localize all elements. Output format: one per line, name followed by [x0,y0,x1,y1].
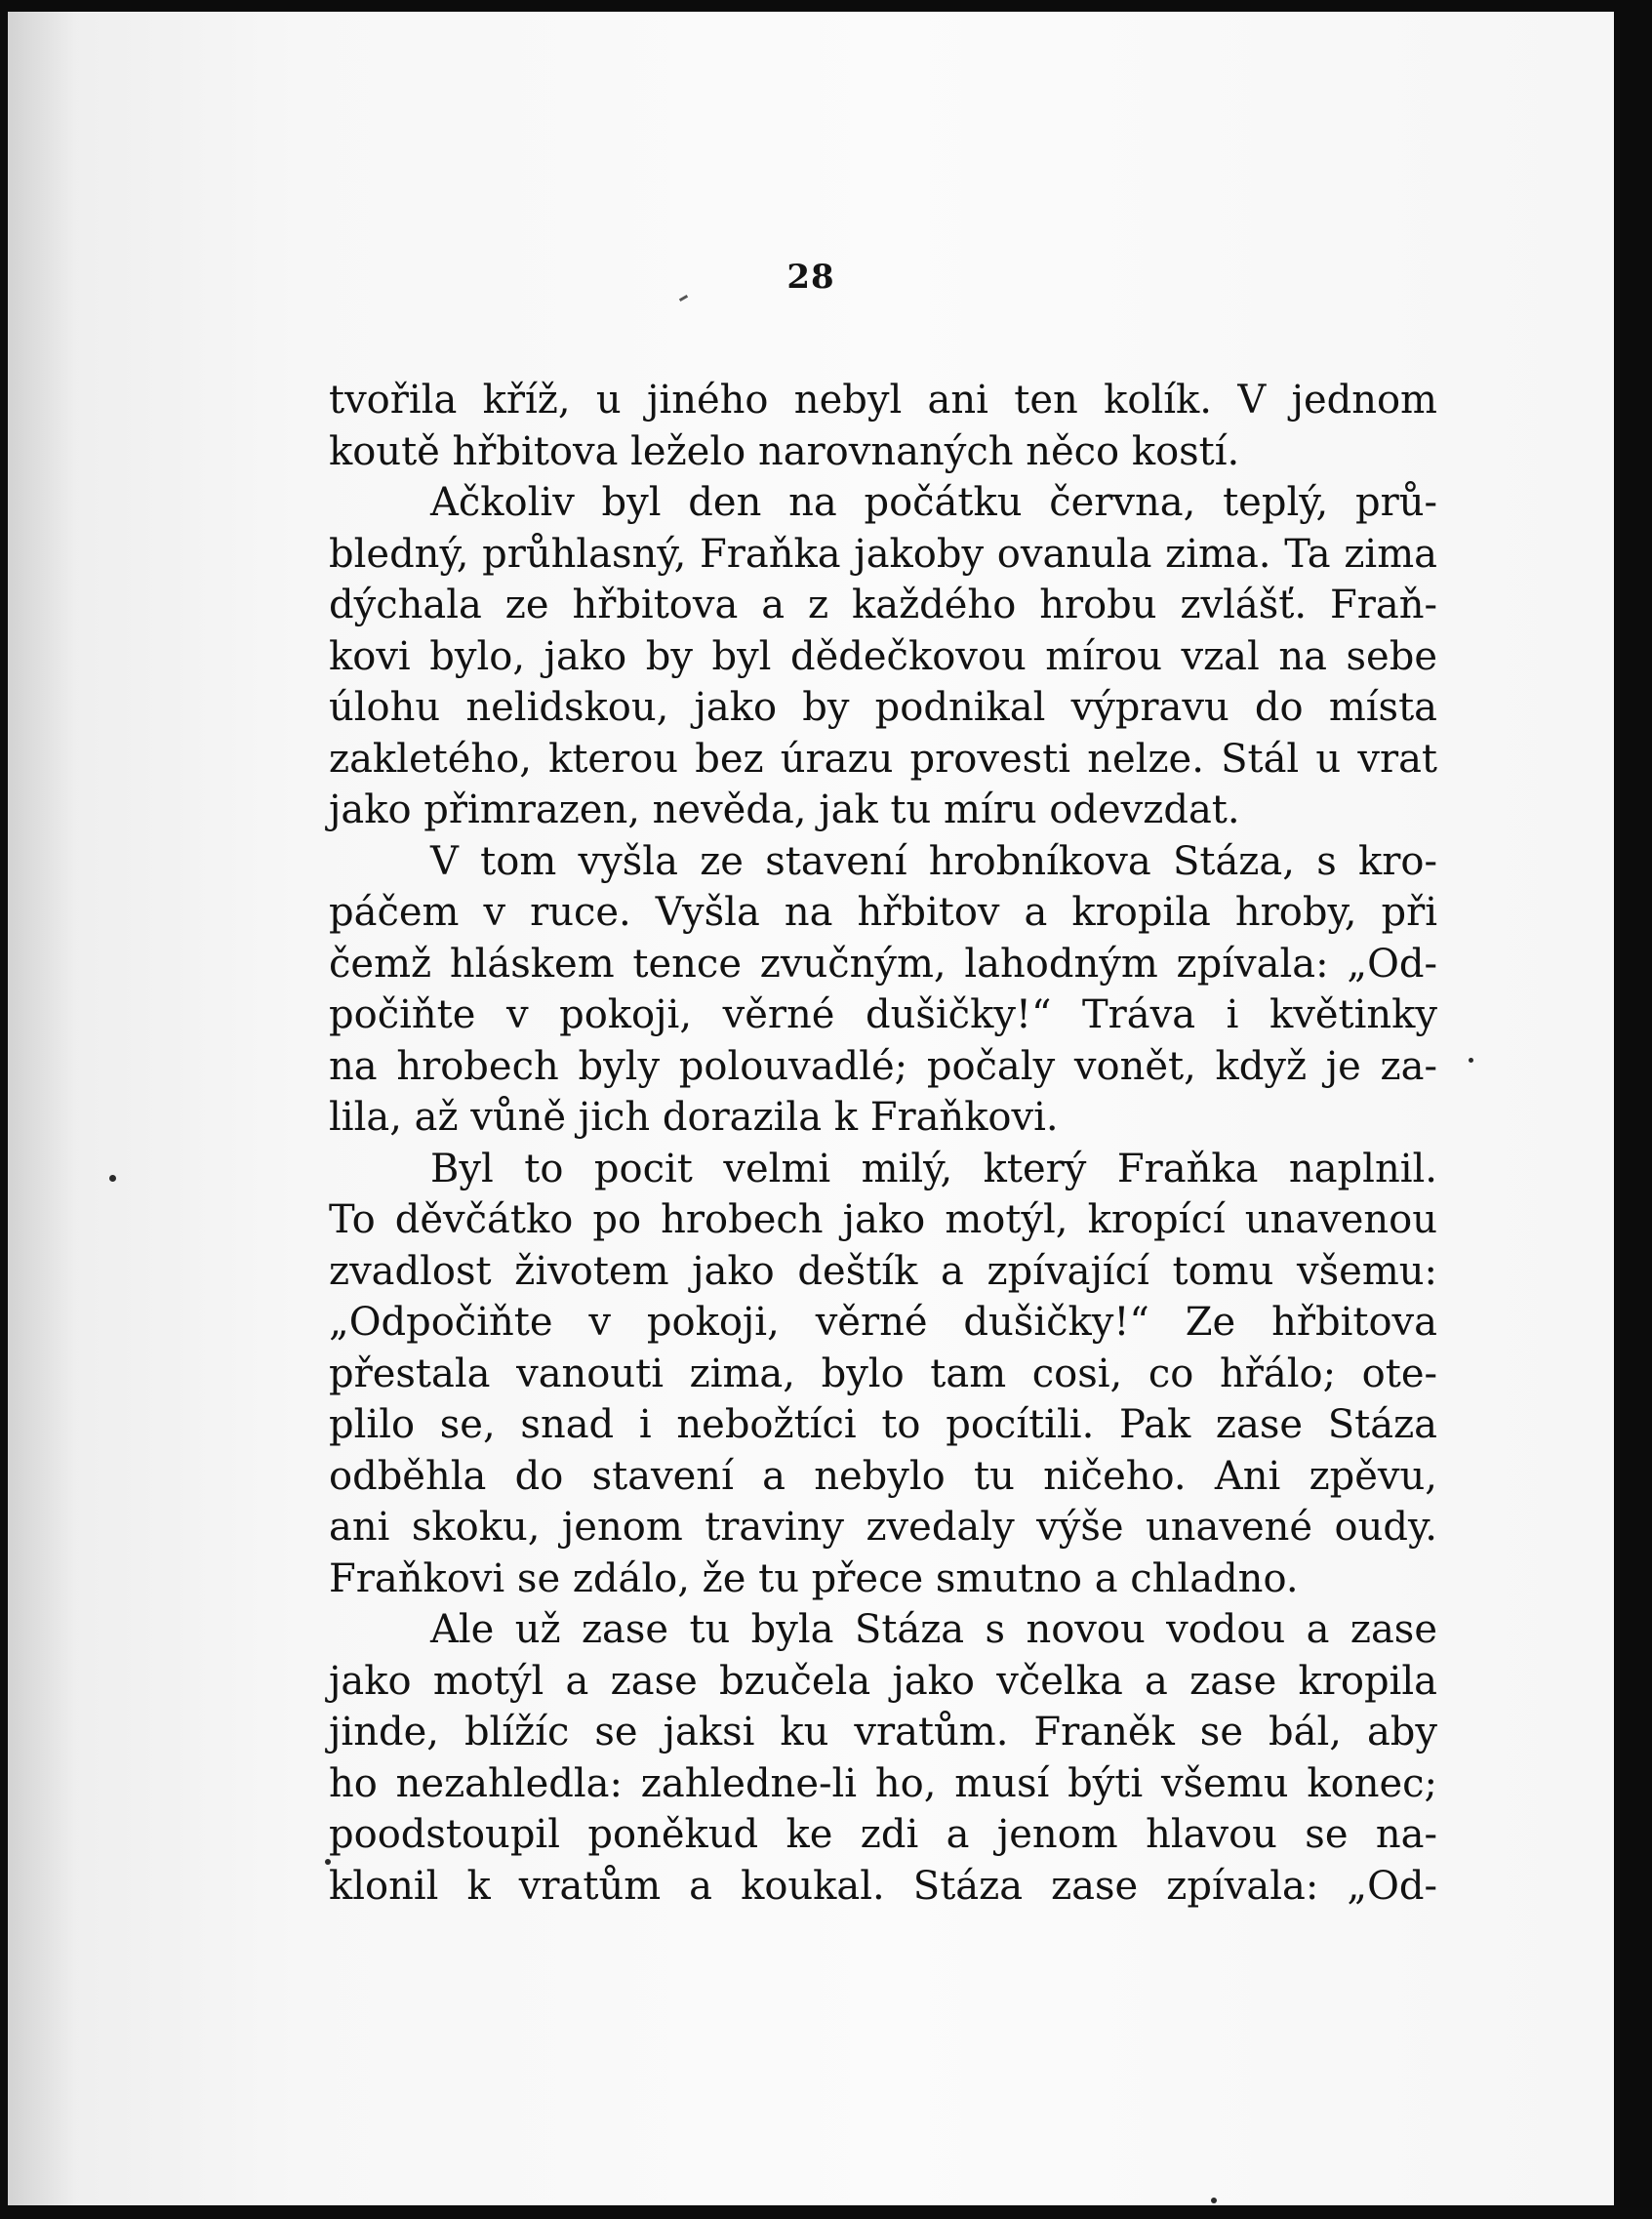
text-line: Ačkoliv byl den na počátku června, teplý, prů- [430,480,1437,525]
text-line: ani skoku, jenom traviny zvedaly výše unavené oudy. [329,1505,1437,1550]
text-line: V tom vyšla ze stavení hrobníkova Stáza, s kro- [430,838,1437,884]
text-line: jinde, blížíc se jaksi ku vratům. Franěk se bál, aby [329,1710,1437,1755]
text-line: ho nezahledla: zahledne-li ho, musí býti všemu konec; [329,1760,1437,1806]
text-line: páčem v ruce. Vyšla na hřbitov a kropila hroby, při [329,890,1437,935]
text-line: odběhla do stavení a nebylo tu ničeho. Ani zpěvu, [329,1453,1437,1499]
text-line: plilo se, snad i nebožtíci to pocítili. Pak zase Stáza [329,1402,1437,1447]
text-line: jako motýl a zase bzučela jako včelka a zase kropila [329,1658,1437,1704]
page-gutter-shadow [8,12,76,2205]
text-line: Fraňkovi se zdálo, že tu přece smutno a chladno. [329,1555,1299,1601]
text-line: tvořila kříž, u jiného nebyl ani ten kolík. V jednom [329,378,1437,423]
text-line: lila, až vůně jich dorazila k Fraňkovi. [329,1095,1059,1140]
book-page [8,12,1614,2205]
text-line: dýchala ze hřbitova a z každého hrobu zvlášť. Fraň- [329,583,1437,627]
text-line: To děvčátko po hrobech jako motýl, kropící unavenou [329,1197,1437,1242]
text-line: čemž hláskem tence zvučným, lahodným zpívala: „Od- [329,941,1437,987]
text-line: na hrobech byly polouvadlé; počaly vonět, když je za- [329,1043,1437,1089]
text-line: úlohu nelidskou, jako by podnikal výpravu do místa [329,685,1437,730]
text-line: přestala vanouti zima, bylo tam cosi, co hřálo; ote- [329,1351,1437,1396]
scan-speck [1469,1058,1473,1063]
text-line: poodstoupil poněkud ke zdi a jenom hlavou se na- [329,1812,1437,1857]
text-line: Ale už zase tu byla Stáza s novou vodou a zase [430,1607,1437,1652]
text-line: počiňte v pokoji, věrné dušičky!“ Tráva i květinky [329,992,1437,1037]
text-line: kovi bylo, jako by byl dědečkovou mírou vzal na sebe [329,633,1437,679]
body-text [329,375,1437,1912]
text-line: koutě hřbitova leželo narovnaných něco kostí. [329,428,1240,474]
page-number: 28 [786,258,835,297]
scan-speck [109,1175,116,1182]
text-line: bledný, průhlasný, Fraňka jakoby ovanula zima. Ta zima [329,531,1437,577]
scan-speck [325,1859,331,1865]
scan-speck [1211,2198,1217,2203]
text-line: „Odpočiňte v pokoji, věrné dušičky!“ Ze hřbitova [329,1300,1437,1345]
text-line: Byl to pocit velmi milý, který Fraňka naplnil. [430,1146,1437,1191]
text-line: zakletého, kterou bez úrazu provesti nelze. Stál u vrat [329,736,1437,782]
text-line: zvadlost životem jako deštík a zpívající tomu všemu: [329,1248,1437,1294]
text-line: jako přimrazen, nevěda, jak tu míru odevzdat. [329,787,1240,832]
text-line: klonil k vratům a koukal. Stáza zase zpívala: „Od- [329,1863,1437,1909]
